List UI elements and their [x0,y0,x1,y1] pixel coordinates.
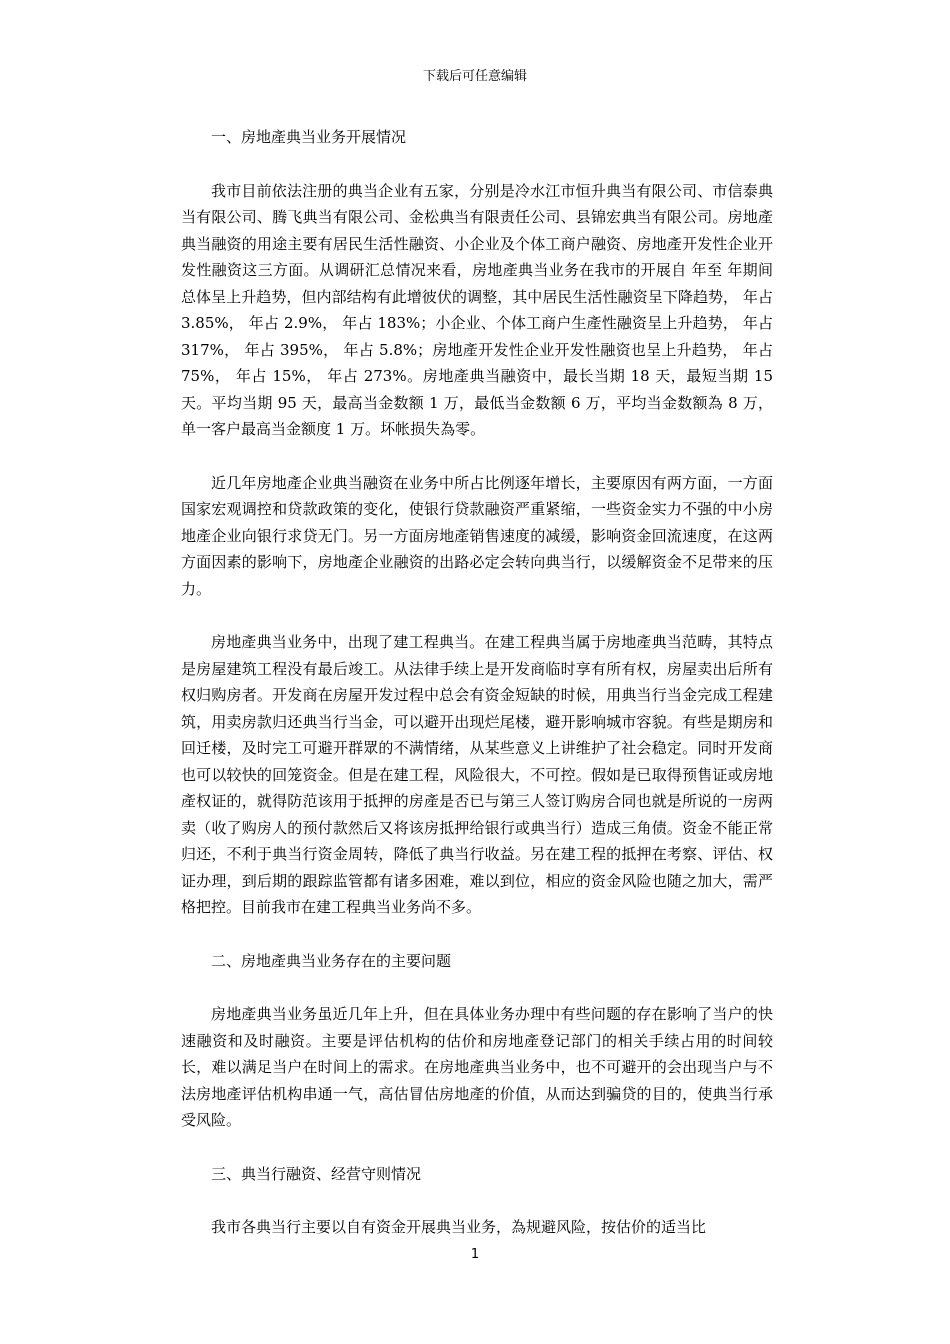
section-1-paragraph-2: 近几年房地產企业典当融资在业务中所占比例逐年增长，主要原因有两方面，一方面国家宏观调控和贷款政策的变化，使银行贷款融资严重紧缩，一些资金实力不强的中小房地產企业向银行求贷无门。另一方面房地產销售速度的减缓，影响资金回流速度，在这两方面因素的影响下，房地產企业融资的出路必定会转向典当行，以缓解资金不足带来的压力。 [181,473,773,598]
section-2-paragraph-1: 房地產典当业务虽近几年上升，但在具体业务办理中有些问题的存在影响了当户的快速融资和及时融资。主要是评估机构的估价和房地產登记部门的相关手续占用的时间较长，难以满足当户在时间上的需求。在房地產典当业务中，也不可避开的会出现当户与不法房地產评估机构串通一气，高估冒估房地產的价值，从而达到骗贷的目的，使典当行承受风险。 [181,1005,773,1129]
page-number: 1 [470,1247,480,1262]
section-3-paragraph-1: 我市各典当行主要以自有资金开展典当业务，為规避风险，按估价的适当比 [211,1218,707,1236]
section-heading-1: 一、房地產典当业务开展情况 [211,128,407,146]
document-body [181,124,773,1268]
section-1-paragraph-1: 我市目前依法注册的典当企业有五家，分别是冷水江市恒升典当有限公司、市信泰典当有限公司、腾飞典当有限公司、金松典当有限责任公司、县锦宏典当有限公司。房地產典当融资的用途主要有居民生活性融资、小企业及个体工商户融资、房地產开发性企业开发性融资这三方面。从调研汇总情况来看，房地產典当业务在我市的开展自 年至 年期间总体呈上升趋势，但内部结构有此增彼伏的调整，其中居民生活性融资呈下降趋势， 年占 3.85%， 年占 2.9%， 年占 183%；小企业、个体工商户生產性融资呈上升趋势， 年占 317%， 年占 395%， 年占 5.8%；房地產开发性企业开发性融资也呈上升趋势， 年占 75%， 年占 15%， 年占 273%。房地產典当融资中，最长当期 18 天，最短当期 15 天。平均当期 95 天，最高当金数额 1 万，最低当金数额 6 万，平均当金数额為 8 万，单一客户最高当金额度 1 万。坏帐损失為零。 [181,181,773,438]
page-header: 下载后可任意编辑 [422,69,527,84]
section-1-paragraph-3: 房地產典当业务中，出现了建工程典当。在建工程典当属于房地產典当范畴，其特点是房屋建筑工程没有最后竣工。从法律手续上是开发商临时享有所有权，房屋卖出后所有权归购房者。开发商在房屋开发过程中总会有资金短缺的时候，用典当行当金完成工程建筑，用卖房款归还典当行当金，可以避开出现烂尾楼，避开影响城市容貌。有些是期房和回迁楼，及时完工可避开群眾的不满情绪，从某些意义上讲维护了社会稳定。同时开发商也可以较快的回笼资金。但是在建工程，风险很大，不可控。假如是已取得预售证或房地產权证的，就得防范该用于抵押的房產是否已与第三人签订购房合同也就是所说的一房两卖（收了购房人的预付款然后又将该房抵押给银行或典当行）造成三角债。资金不能正常归还，不利于典当行资金周转，降低了典当行收益。另在建工程的抵押在考察、评估、权证办理，到后期的跟踪监管都有诸多困难，难以到位，相应的资金风险也随之加大，需严格把控。目前我市在建工程典当业务尚不多。 [181,633,773,916]
section-heading-3: 三、典当行融资、经营守则情况 [211,1164,422,1183]
section-heading-2: 二、房地產典当业务存在的主要问题 [211,951,452,970]
